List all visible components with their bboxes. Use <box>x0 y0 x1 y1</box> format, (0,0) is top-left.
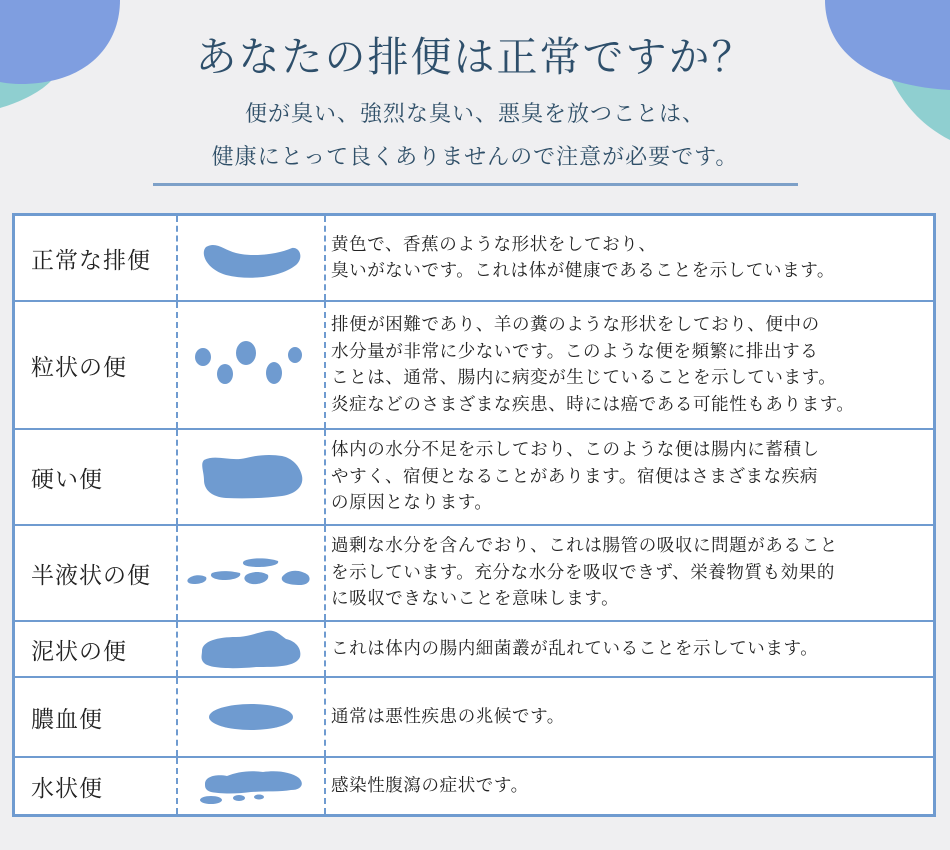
table-row <box>15 622 933 678</box>
page-title: あなたの排便は正常ですか？ <box>195 33 755 81</box>
description-line: の原因となります。 <box>331 493 493 514</box>
subtitle-line-1: 便が臭い、強烈な臭い、悪臭を放つことは、 <box>244 102 705 127</box>
stool-type-name: 半液状の便 <box>31 562 151 589</box>
table-row <box>15 678 933 758</box>
stool-type-name: 膿血便 <box>31 706 103 733</box>
description-line: 臭いがないです。これは体が健康であることを示しています。 <box>331 261 835 281</box>
description-line: 排便が困難であり、羊の糞のような形状をしており、便中の <box>331 315 820 335</box>
stool-type-name: 粒状の便 <box>31 354 127 381</box>
pus-blood-stool-icon <box>201 699 301 735</box>
table-row <box>15 758 933 814</box>
column-divider <box>324 758 326 814</box>
pellet-stool-icon <box>191 340 311 390</box>
subtitle-line-2: 健康にとって良くありませんので注意が必要です。 <box>211 145 739 170</box>
column-divider <box>324 526 326 620</box>
description-line: を示しています。充分な水分を吸収できず、栄養物質も効果的 <box>331 562 835 583</box>
table-row <box>15 216 933 302</box>
stool-type-name: 水状便 <box>31 775 103 802</box>
stool-type-description <box>331 216 929 300</box>
description-line: 通常は悪性疾患の兆候です。 <box>331 706 565 727</box>
column-divider <box>324 678 326 756</box>
stool-type-description <box>331 758 929 814</box>
description-line: に吸収できないことを意味します。 <box>331 589 620 610</box>
description-line: これは体内の腸内細菌叢が乱れていることを示しています。 <box>331 638 819 659</box>
description-line: やすく、宿便となることがあります。宿便はさまざまな疾病 <box>331 466 818 487</box>
column-divider <box>324 216 326 300</box>
description-line: ことは、通常、腸内に病変が生じていることを示しています。 <box>331 368 837 388</box>
column-divider <box>324 430 326 524</box>
mushy-stool-icon <box>196 627 306 671</box>
stool-type-name: 硬い便 <box>31 466 103 493</box>
stool-types-table <box>12 213 936 817</box>
description-line: 過剰な水分を含んでおり、これは腸管の吸収に問題があること <box>331 536 838 557</box>
stool-type-description <box>331 622 929 676</box>
description-line: 黄色で、香蕉のような形状をしており、 <box>331 234 657 255</box>
column-divider <box>324 302 326 428</box>
table-row <box>15 302 933 430</box>
semi-liquid-stool-icon <box>186 553 316 593</box>
title-divider <box>153 183 798 186</box>
table-row <box>15 526 933 622</box>
watery-stool-icon <box>191 764 311 808</box>
banana-stool-icon <box>196 233 306 283</box>
stool-type-description <box>331 302 929 428</box>
table-row <box>15 430 933 526</box>
stool-type-description <box>331 430 929 524</box>
stool-type-description <box>331 678 929 756</box>
description-line: 炎症などのさまざまな疾患、時には癌である可能性もあります。 <box>331 394 855 415</box>
hard-lump-stool-icon <box>196 452 306 502</box>
column-divider <box>324 622 326 676</box>
description-line: 体内の水分不足を示しており、このような便は腸内に蓄積し <box>331 440 820 461</box>
stool-type-name: 正常な排便 <box>31 247 151 274</box>
description-line: 水分量が非常に少ないです。このような便を頻繁に排出する <box>331 341 819 362</box>
stool-type-description <box>331 526 929 620</box>
stool-type-name: 泥状の便 <box>31 638 127 665</box>
description-line: 感染性腹瀉の症状です。 <box>331 775 529 796</box>
